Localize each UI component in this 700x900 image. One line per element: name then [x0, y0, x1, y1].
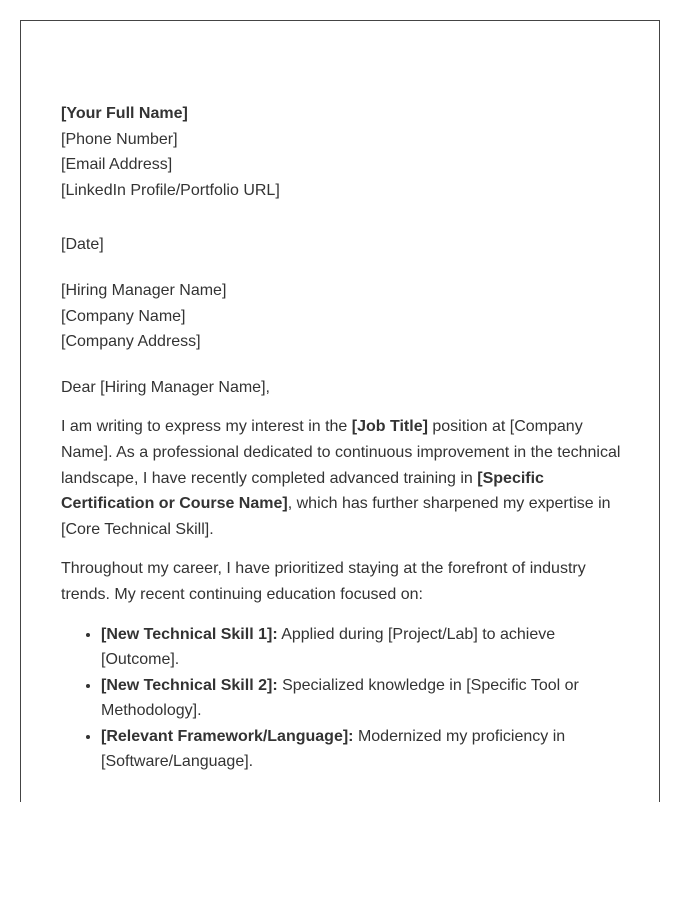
paragraph-1-text — [61, 414, 631, 542]
skill-text: Specialized knowledge in [Specific Tool or Methodology]. — [101, 676, 579, 720]
certification-name: [Specific Certification or Course Name] — [61, 469, 544, 513]
recipient-company: [Company Name] — [61, 307, 186, 325]
body-paragraph-1 — [61, 414, 631, 542]
sender-name: [Your Full Name] — [61, 105, 188, 122]
recipient-address: [Company Address] — [61, 333, 201, 351]
salutation-block — [61, 375, 631, 401]
list-item — [101, 622, 631, 673]
skill-label: [New Technical Skill 1]: — [101, 625, 278, 643]
letter-date: [Date] — [61, 236, 104, 254]
salutation: Dear [Hiring Manager Name], — [61, 378, 270, 396]
paragraph-1-part-2: position at [Company Name]. As a professional dedicated to continuous improvement in the technical landscape, I have recently completed advanced training in — [61, 418, 621, 487]
skill-label: [New Technical Skill 2]: — [101, 676, 278, 694]
skill-text: Applied during [Project/Lab] to achieve [Outcome]. — [101, 625, 556, 669]
skill-text: Modernized my proficiency in [Software/Language]. — [101, 727, 566, 771]
skill-label: [Relevant Framework/Language]: — [101, 727, 354, 745]
job-title: [Job Title] — [351, 418, 428, 436]
recipient-manager: [Hiring Manager Name] — [61, 281, 227, 299]
paragraph-2-text: Throughout my career, I have prioritized staying at the forefront of industry trends. My recent continuing education focused on: — [61, 560, 586, 603]
body-paragraph-2 — [61, 556, 631, 607]
sender-phone: [Phone Number] — [61, 130, 178, 148]
list-item — [101, 673, 631, 724]
recipient-block — [61, 278, 631, 355]
sender-profile: [LinkedIn Profile/Portfolio URL] — [61, 181, 280, 199]
skills-list — [61, 622, 631, 776]
sender-email: [Email Address] — [61, 156, 173, 174]
sender-block — [61, 101, 631, 203]
document-page — [20, 20, 660, 802]
paragraph-1-part-3: , which has further sharpened my expertise in [Core Technical Skill]. — [61, 495, 611, 538]
list-item — [101, 724, 631, 775]
paragraph-1-part-1: I am writing to express my interest in the — [61, 418, 352, 436]
date-block — [61, 232, 631, 258]
letter-content — [61, 101, 631, 775]
